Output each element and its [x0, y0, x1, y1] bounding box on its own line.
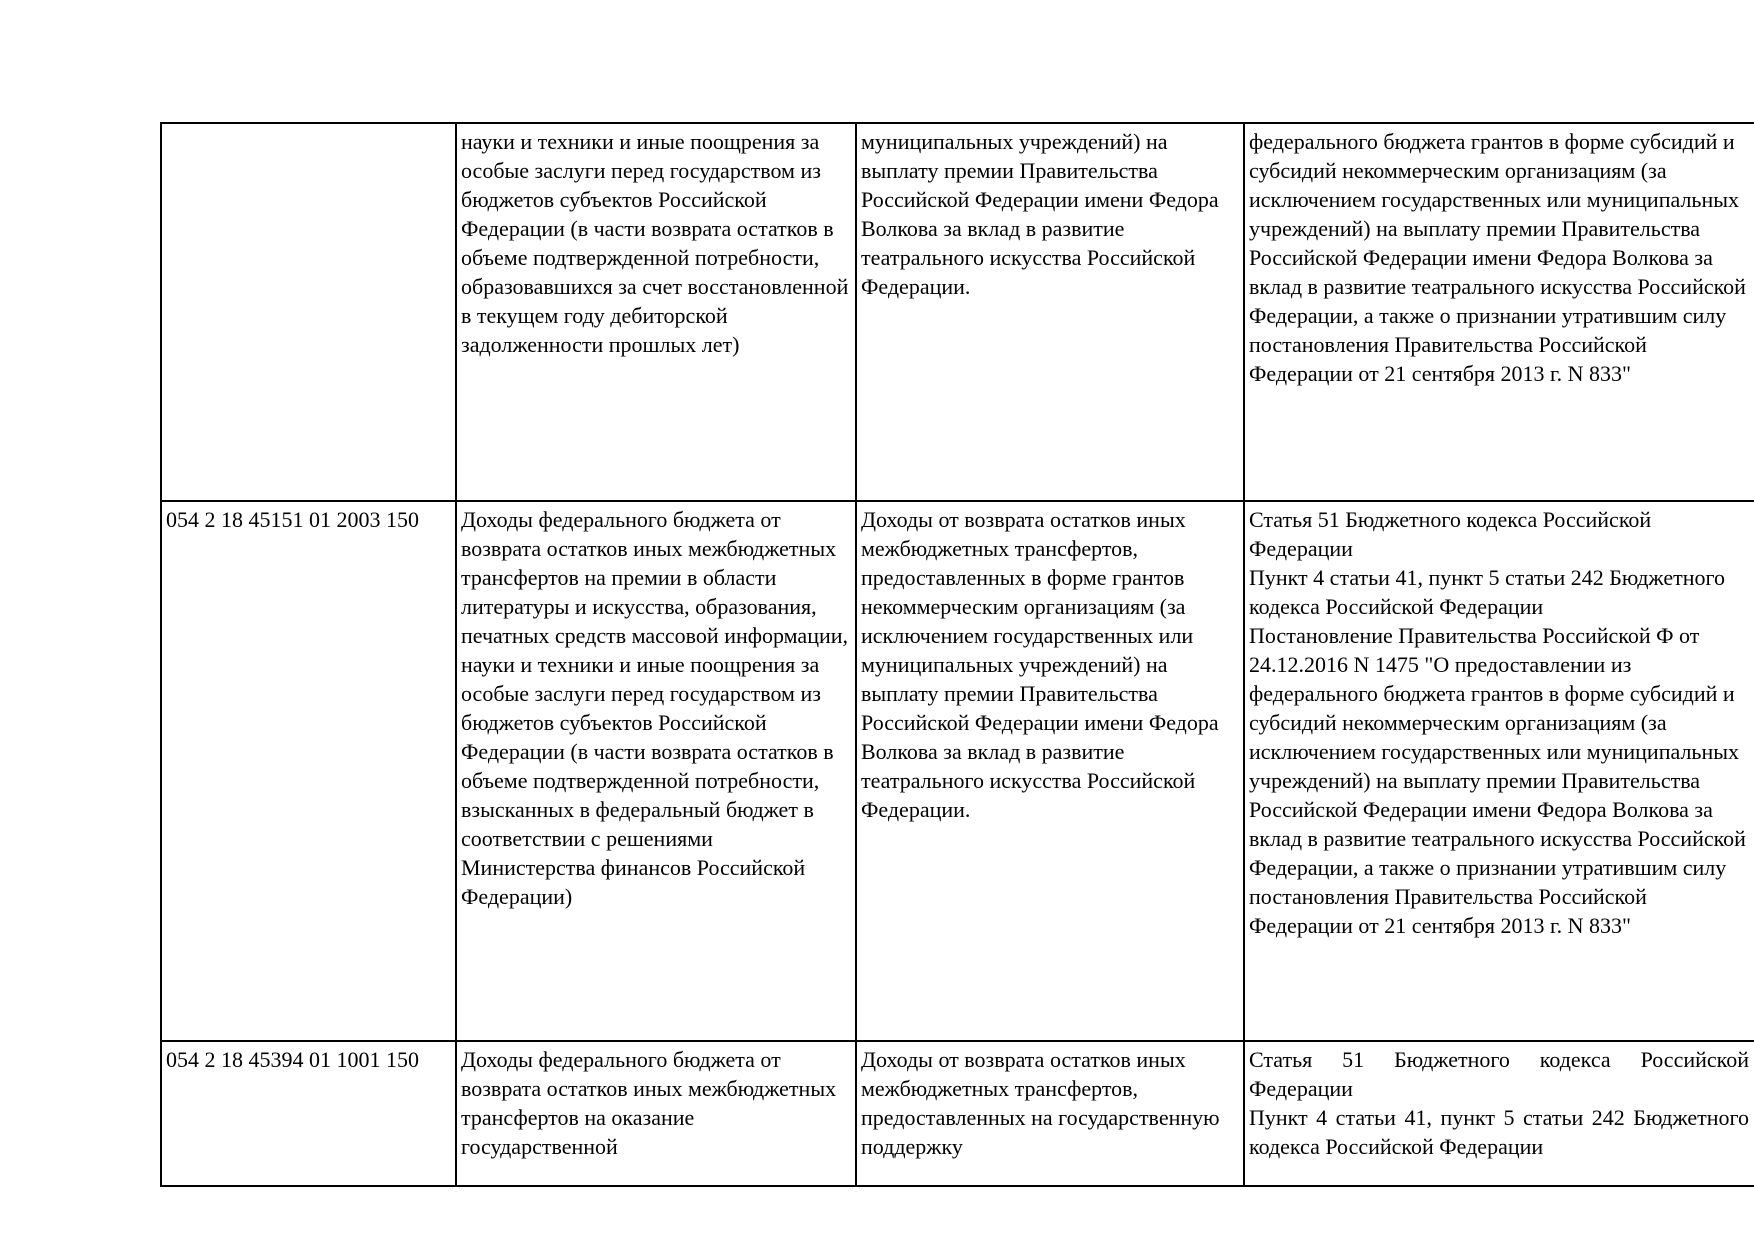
cell-paragraph: муниципальных учреждений) на выплату премии Правительства Российской Федерации имени Федора Волкова за вклад в развитие театрального искусства Российской Федерации. [861, 129, 1219, 299]
cell-desc [456, 123, 856, 501]
cell-code [161, 501, 456, 1041]
cell-paragraph: Доходы от возврата остатков иных межбюджетных трансфертов, предоставленных в форме грантов некоммерческим организациям (за исключением государственных или муниципальных учреждений) на выплату премии Правительства Российской Федерации имени Федора Волкова за вклад в развитие театрального искусства Российской Федерации. [861, 507, 1219, 822]
cell-paragraph: Доходы федерального бюджета от возврата остатков иных межбюджетных трансфертов на премии в области литературы и искусства, образования, печатных средств массовой информации, науки и техники и иные поощрения за особые заслуги перед государством из бюджетов субъектов Российской Федерации (в части возврата остатков в объеме подтвержденной потребности, взысканных в федеральный бюджет в соответствии с решениями Министерства финансов Российской Федерации) [461, 507, 849, 909]
cell-paragraph: Статья 51 Бюджетного кодекса Российской Федерации [1249, 507, 1652, 561]
cell-paragraph: 054 2 18 45151 01 2003 150 [166, 507, 419, 532]
cell-code [161, 123, 456, 501]
budget-codes-table [160, 122, 1754, 1187]
cell-detail [856, 1041, 1244, 1186]
table-row [161, 123, 1754, 501]
cell-basis [1244, 501, 1754, 1041]
cell-paragraph: Постановление Правительства Российской Ф от 24.12.2016 N 1475 "О предоставлении из федерального бюджета грантов в форме субсидий и субсидий некоммерческим организациям (за исключением государственных или муниципальных учреждений) на выплату премии Правительства Российской Федерации имени Федора Волкова за вклад в развитие театрального искусства Российской Федерации, а также о признании утратившим силу постановления Правительства Российской Федерации от 21 сентября 2013 г. N 833" [1249, 623, 1746, 938]
cell-code [161, 1041, 456, 1186]
cell-paragraph: Статья 51 Бюджетного кодекса Российской Федерации [1249, 1047, 1749, 1101]
cell-paragraph: Пункт 4 статьи 41, пункт 5 статьи 242 Бюджетного кодекса Российской Федерации [1249, 565, 1725, 619]
cell-paragraph: Пункт 4 статьи 41, пункт 5 статьи 242 Бюджетного кодекса Российской Федерации [1249, 1105, 1749, 1159]
cell-paragraph: Доходы от возврата остатков иных межбюджетных трансфертов, предоставленных на государственную поддержку [861, 1047, 1220, 1159]
cell-detail [856, 123, 1244, 501]
table-body [161, 123, 1754, 1186]
cell-paragraph: науки и техники и иные поощрения за особые заслуги перед государством из бюджетов субъектов Российской Федерации (в части возврата остатков в объеме подтвержденной потребности, образовавшихся за счет восстановленной в текущем году дебиторской задолженности прошлых лет) [461, 129, 849, 357]
cell-desc [456, 1041, 856, 1186]
cell-paragraph: федерального бюджета грантов в форме субсидий и субсидий некоммерческим организациям (за исключением государственных или муниципальных учреждений) на выплату премии Правительства Российской Федерации имени Федора Волкова за вклад в развитие театрального искусства Российской Федерации, а также о признании утратившим силу постановления Правительства Российской Федерации от 21 сентября 2013 г. N 833" [1249, 129, 1746, 386]
cell-basis [1244, 123, 1754, 501]
cell-paragraph: Доходы федерального бюджета от возврата остатков иных межбюджетных трансфертов на оказание государственной [461, 1047, 837, 1159]
table-row [161, 1041, 1754, 1186]
cell-desc [456, 501, 856, 1041]
cell-paragraph: 054 2 18 45394 01 1001 150 [166, 1047, 419, 1072]
table-row [161, 501, 1754, 1041]
cell-basis [1244, 1041, 1754, 1186]
cell-detail [856, 501, 1244, 1041]
